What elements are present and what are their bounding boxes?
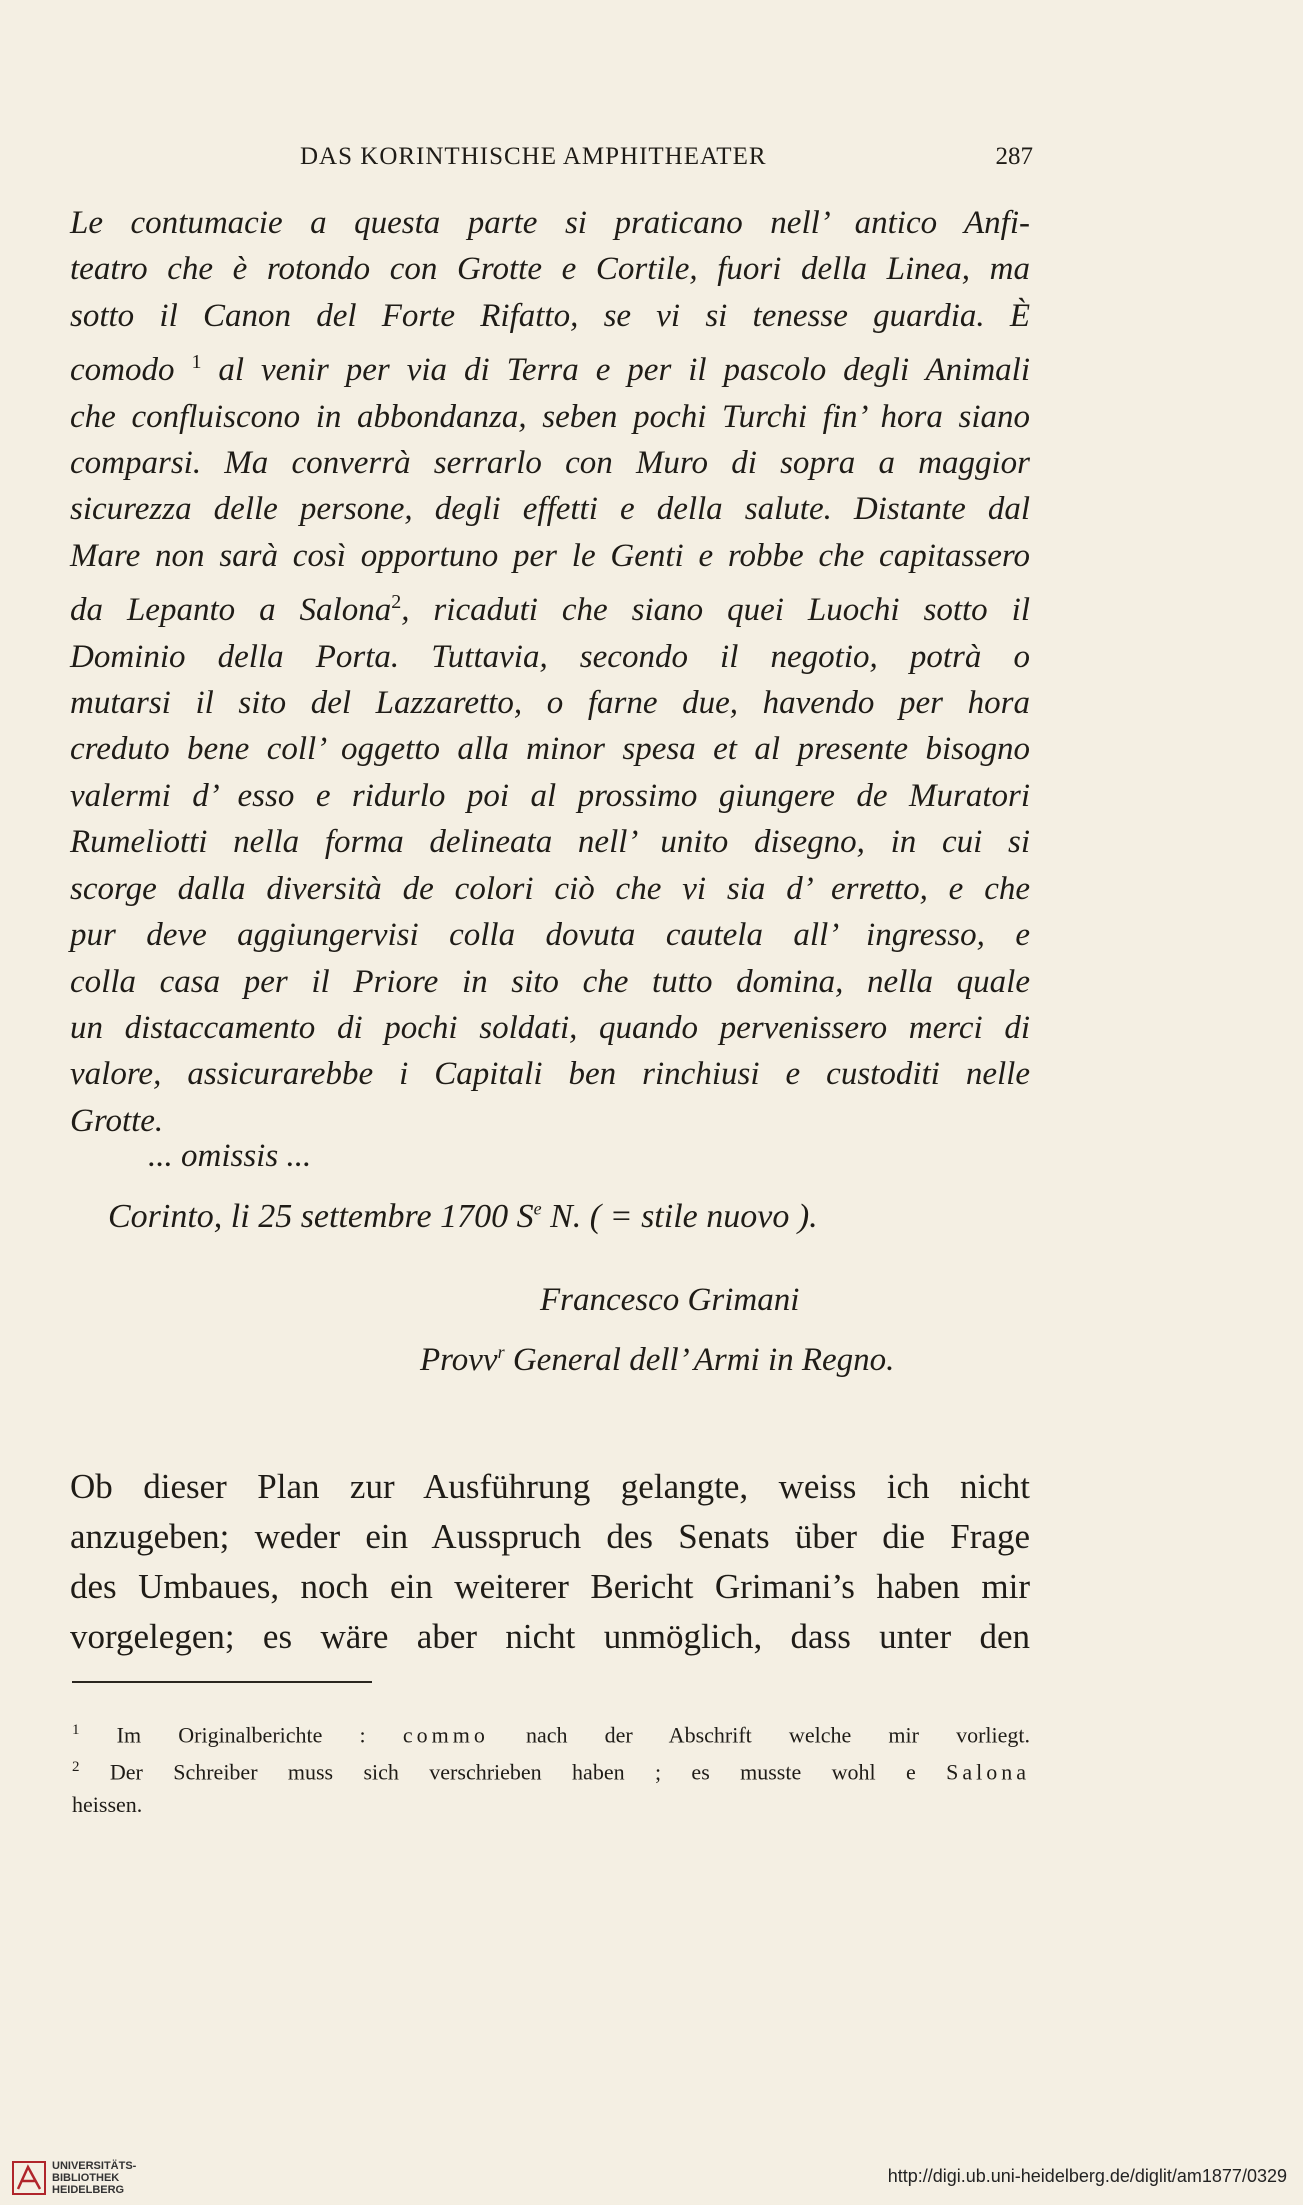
quote-line-rest: , ricaduti che siano quei Luochi sotto il bbox=[401, 592, 1030, 629]
quote-line: scorge dalla diversità de colori ciò che vi sia d’ erretto, e che bbox=[70, 870, 1030, 907]
quote-line: che confluiscono in abbondanza, seben pochi Turchi fin’ hora siano bbox=[70, 398, 1030, 435]
signature-title-rest: General dell’ Armi in Regno. bbox=[504, 1342, 895, 1378]
footnote-2-mark: 2 bbox=[72, 1759, 80, 1776]
footnote-2-continuation: heissen. bbox=[72, 1791, 143, 1817]
quote-line: valermi d’ esso e ridurlo poi al prossimo giungere de Muratori bbox=[70, 777, 1030, 814]
source-url-link[interactable]: http://digi.ub.uni-heidelberg.de/diglit/am1877/0329 bbox=[887, 2166, 1287, 2186]
quote-line: mutarsi il sito del Lazzaretto, o farne due, havendo per hora bbox=[70, 685, 1030, 722]
library-emblem-icon bbox=[12, 2161, 46, 2195]
running-header bbox=[300, 143, 1033, 171]
footnotes bbox=[72, 1714, 1030, 1821]
quote-line: sicurezza delle persone, degli effetti e della salute. Distante dal bbox=[70, 491, 1030, 528]
quote-line-last: Grotte. bbox=[70, 1102, 164, 1139]
quote-line-rest: al venir per via di Terra e per il pascolo degli Animali bbox=[201, 352, 1030, 389]
quote-line: creduto bene coll’ oggetto alla minor spesa et al presente bisogno bbox=[70, 731, 1030, 768]
quote-line-start: comodo bbox=[70, 352, 192, 389]
footnote-2 bbox=[72, 1751, 1030, 1788]
quote-line: sotto il Canon del Forte Rifatto, se vi si tenesse guardia. È bbox=[70, 297, 1030, 334]
quote-line: Rumeliotti nella forma delineata nell’ unito disegno, in cui si bbox=[70, 824, 1030, 861]
dateline-sup: e bbox=[533, 1198, 542, 1219]
footnote-mark-2: 2 bbox=[391, 591, 402, 614]
body-line: vorgelegen; es wäre aber nicht unmöglich, dass unter den bbox=[70, 1617, 1030, 1656]
dateline-text: Corinto, li 25 settembre 1700 S bbox=[108, 1198, 534, 1235]
body-line: anzugeben; weder ein Ausspruch des Senats über die Frage bbox=[70, 1517, 1030, 1556]
page-number: 287 bbox=[995, 143, 1033, 170]
footnote-2-pre: Der Schreiber muss sich verschrieben haben ; es musste wohl e bbox=[109, 1759, 947, 1785]
logo-line: UNIVERSITÄTS- bbox=[52, 2160, 137, 2172]
quote-line: un distaccamento di pochi soldati, quando pervenissero merci di bbox=[70, 1009, 1030, 1046]
body-line: des Umbaues, noch ein weiterer Bericht Grimani’s haben mir bbox=[70, 1567, 1030, 1606]
quote-line-start: da Lepanto a Salona bbox=[70, 592, 392, 629]
quote-line: colla casa per il Priore in sito che tutto domina, nella quale bbox=[70, 963, 1030, 1000]
signature-title-prefix: Provv bbox=[420, 1342, 498, 1378]
body-line: Ob dieser Plan zur Ausführung gelangte, weiss ich nicht bbox=[70, 1467, 1030, 1506]
dateline bbox=[108, 1198, 818, 1236]
quote-line: Dominio della Porta. Tuttavia, secondo il negotio, potrà o bbox=[70, 638, 1030, 675]
footnote-2-spaced: Salona bbox=[946, 1759, 1030, 1785]
footnote-divider bbox=[72, 1681, 372, 1683]
footnote-1-spaced: commo bbox=[402, 1722, 489, 1748]
footnote-1-pre: Im Originalberichte : bbox=[116, 1722, 403, 1748]
quote-line-with-note bbox=[70, 339, 1030, 393]
footnote-mark-1: 1 bbox=[191, 351, 202, 374]
quote-line-with-note bbox=[70, 579, 1030, 633]
footnote-1-mark: 1 bbox=[72, 1722, 80, 1738]
quote-line: Le contumacie a questa parte si praticano nell’ antico Anfi- bbox=[70, 205, 1030, 241]
quote-line: teatro che è rotondo con Grotte e Cortile, fuori della Linea, ma bbox=[70, 251, 1030, 288]
footnote-1 bbox=[72, 1714, 1030, 1751]
signature-title bbox=[420, 1342, 894, 1379]
running-title: DAS KORINTHISCHE AMPHITHEATER bbox=[300, 143, 767, 170]
quote-line: Mare non sarà così opportuno per le Genti e robbe che capitassero bbox=[70, 537, 1030, 574]
library-logo bbox=[12, 2160, 136, 2196]
german-paragraph bbox=[70, 1462, 1030, 1662]
signature-name: Francesco Grimani bbox=[540, 1282, 800, 1318]
logo-line: HEIDELBERG bbox=[52, 2184, 125, 2196]
quote-line: valore, assicurarebbe i Capitali ben rinchiusi e custoditi nelle bbox=[70, 1056, 1030, 1093]
omissis: ... omissis ... bbox=[148, 1138, 312, 1174]
italian-letter-quote bbox=[70, 200, 1030, 1144]
logo-line: BIBLIOTHEK bbox=[52, 2172, 120, 2184]
quote-line: comparsi. Ma converrà serrarlo con Muro di sopra a maggior bbox=[70, 445, 1030, 482]
quote-line: pur deve aggiungervisi colla dovuta cautela all’ ingresso, e bbox=[70, 917, 1030, 954]
library-name bbox=[52, 2160, 136, 2196]
dateline-rest: N. ( = stile nuovo ). bbox=[541, 1198, 818, 1235]
signature-title-sup: r bbox=[497, 1342, 505, 1362]
footnote-1-post: nach der Abschrift welche mir vorliegt. bbox=[488, 1722, 1030, 1748]
